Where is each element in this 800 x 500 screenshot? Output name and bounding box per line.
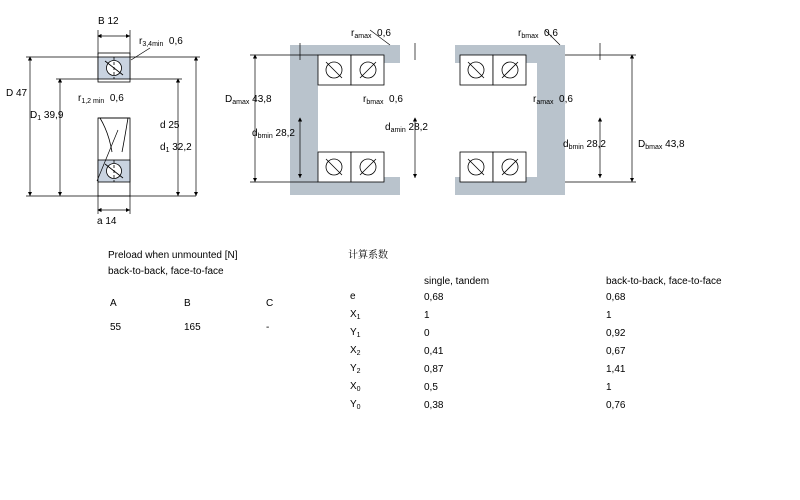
preload-table-subtitle: back-to-back, face-to-face (108, 266, 224, 277)
factors-single-X1: 1 (424, 309, 430, 321)
factors-single-Y0: 0,38 (424, 399, 444, 411)
dim-label-ramax-right: $r_{amax}$ 0,6 (533, 94, 573, 106)
dim-label-r34min: $r_{3,4min}$ 0,6 (139, 36, 183, 48)
factors-header-row (350, 276, 722, 287)
factors-table-title: 计算系数 (348, 250, 388, 261)
dim-label-D1: $D_1$ 39,9 (30, 110, 64, 122)
factors-row-X1 (350, 307, 722, 323)
preload-header-C: C (266, 298, 274, 309)
factors-single-X0: 0,5 (424, 381, 438, 393)
factors-single-X2: 0,41 (424, 345, 444, 357)
dim-label-Dbmax: $D_{bmax}$ 43,8 (638, 139, 685, 151)
factors-table (348, 274, 724, 415)
factors-label-Y2: $Y_2$ (350, 363, 361, 375)
factors-btb-X1: 1 (606, 309, 612, 321)
preload-table (108, 296, 275, 335)
factors-btb-X2: 0,67 (606, 345, 626, 357)
preload-value-A: 55 (110, 322, 122, 333)
factors-single-e: 0,68 (424, 291, 444, 303)
factors-btb-Y0: 0,76 (606, 399, 626, 411)
factors-label-X2: $X_2$ (350, 345, 361, 357)
dim-label-r12min: $r_{1,2 min}$ 0,6 (78, 93, 124, 105)
preload-header-A: A (110, 298, 117, 309)
factors-btb-X0: 1 (606, 381, 612, 393)
dim-label-D: D 47 (6, 88, 28, 99)
dim-label-rbmax-middle: $r_{bmax}$ 0,6 (363, 94, 403, 106)
factors-header-blank (350, 276, 422, 287)
preload-value-B: 165 (184, 322, 201, 333)
factors-label-X1: $X_1$ (350, 309, 361, 321)
dim-label-a: a 14 (97, 216, 117, 227)
factors-row-e (350, 289, 722, 305)
preload-table-row (110, 311, 273, 333)
dim-label-dbmin-right: $d_{bmin}$ 28,2 (563, 139, 606, 151)
preload-table-title: Preload when unmounted [N] (108, 250, 238, 261)
factors-row-X0 (350, 379, 722, 395)
factors-row-X2 (350, 343, 722, 359)
preload-table-header-row (110, 298, 273, 309)
dim-label-dbmin-middle: $d_{bmin}$ 28,2 (252, 128, 295, 140)
left-bearing-section (98, 53, 130, 196)
dim-label-ramax-middle: $r_{amax}$ 0,6 (351, 28, 391, 40)
factors-row-Y1 (350, 325, 722, 341)
middle-bearing-pair-section (290, 45, 400, 195)
factors-btb-Y2: 1,41 (606, 363, 626, 375)
dim-label-d1: $d_1$ 32,2 (160, 142, 192, 154)
dim-label-rbmax-right: $r_{bmax}$ 0,6 (518, 28, 558, 40)
factors-single-Y2: 0,87 (424, 363, 444, 375)
factors-label-Y0: $Y_0$ (350, 399, 361, 411)
dim-label-damin: $d_{amin}$ 28,2 (385, 122, 428, 134)
preload-value-C: - (266, 322, 270, 333)
factors-header-btb-ftf: back-to-back, face-to-face (606, 276, 722, 287)
factors-label-X0: $X_0$ (350, 381, 361, 393)
factors-header-single-tandem: single, tandem (424, 276, 490, 287)
dim-label-Damax: $D_{amax}$ 43,8 (225, 94, 272, 106)
factors-btb-Y1: 0,92 (606, 327, 626, 339)
factors-row-Y2 (350, 361, 722, 377)
preload-header-B: B (184, 298, 191, 309)
factors-btb-e: 0,68 (606, 291, 626, 303)
dim-label-d: d 25 (160, 120, 180, 131)
dim-label-B: B 12 (98, 16, 119, 27)
factors-single-Y1: 0 (424, 327, 430, 339)
factors-label-e: e (350, 291, 356, 302)
factors-label-Y1: $Y_1$ (350, 327, 361, 339)
factors-row-Y0 (350, 397, 722, 413)
right-bearing-pair-section (455, 45, 565, 195)
